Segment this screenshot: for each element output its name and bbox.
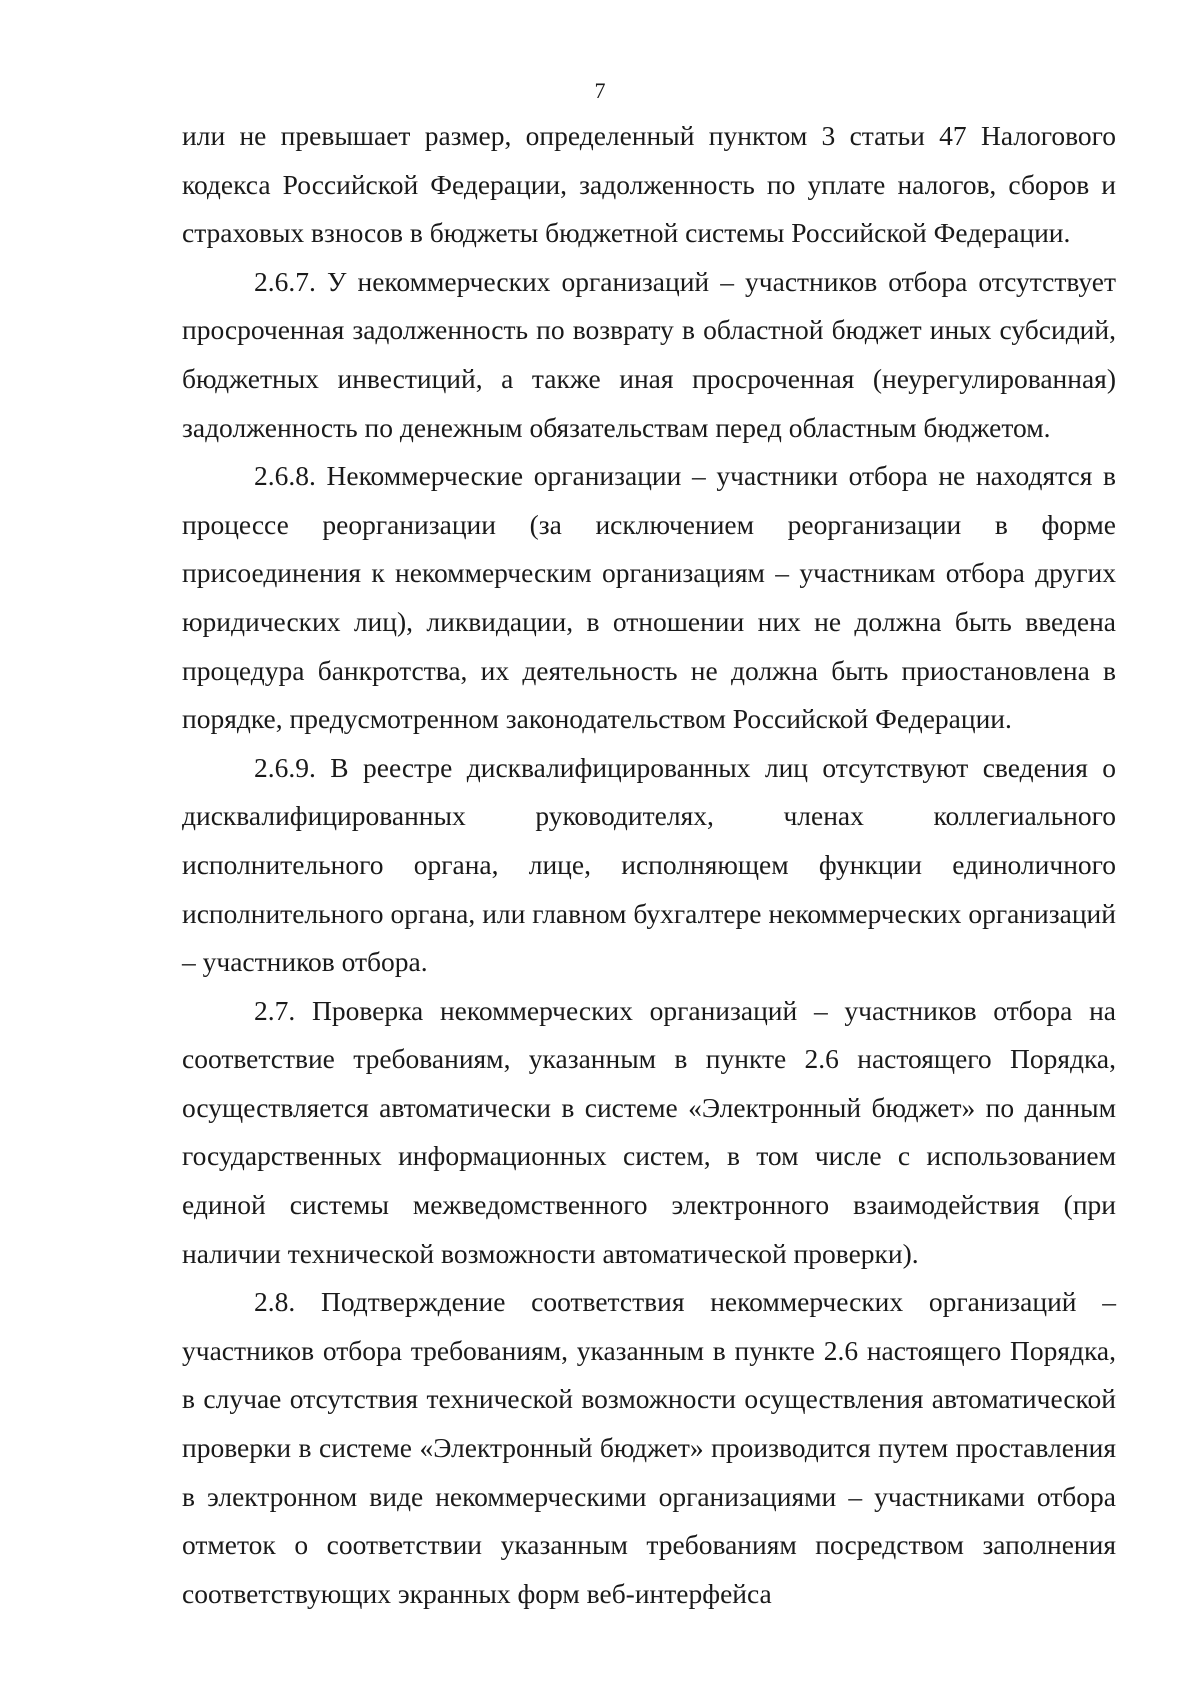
paragraph-2-6-9: 2.6.9. В реестре дисквалифицированных лиц отсутствуют сведения о дисквалифицированных руководителях, членах коллегиального исполнительного органа, лице, исполняющем функции единоличного исполнительного органа, или главном бухгалтере некоммерческих организаций – участников отбора. — [182, 751, 1116, 978]
paragraph-2-6-8: 2.6.8. Некоммерческие организации – участники отбора не находятся в процессе реорганизации (за исключением реорганизации в форме присоединения к некоммерческим организациям – участникам отбора других юридических лиц), ликвидации, в отношении них не должна быть введена процедура банкротства, их деятельность не должна быть приостановлена в порядке, предусмотренном законодательством Российской Федерации. — [182, 460, 1116, 735]
paragraph-2-8: 2.8. Подтверждение соответствия некоммерческих организаций – участников отбора требованиям, указанным в пункте 2.6 настоящего Порядка, в случае отсутствия технической возможности осуществления автоматической проверки в системе «Электронный бюджет» производится путем проставления в электронном виде некоммерческими организациями – участниками отбора отметок о соответствии указанным требованиям посредством заполнения соответствующих экранных форм веб-интерфейса — [182, 1286, 1116, 1609]
paragraph-2-7: 2.7. Проверка некоммерческих организаций – участников отбора на соответствие требованиям, указанным в пункте 2.6 настоящего Порядка, осуществляется автоматически в системе «Электронный бюджет» по данным государственных информационных систем, в том числе с использованием единой системы межведомственного электронного взаимодействия (при наличии технической возможности автоматической проверки). — [182, 994, 1116, 1269]
paragraph-continuation: или не превышает размер, определенный пунктом 3 статьи 47 Налогового кодекса Российской Федерации, задолженность по уплате налогов, сборов и страховых взносов в бюджеты бюджетной системы Российской Федерации. — [182, 120, 1116, 249]
document-body — [182, 112, 1116, 1618]
page-number: 7 — [594, 78, 606, 103]
paragraph-2-6-7: 2.6.7. У некоммерческих организаций – участников отбора отсутствует просроченная задолженность по возврату в областной бюджет иных субсидий, бюджетных инвестиций, а также иная просроченная (неурегулированная) задолженность по денежным обязательствам перед областным бюджетом. — [182, 265, 1116, 443]
